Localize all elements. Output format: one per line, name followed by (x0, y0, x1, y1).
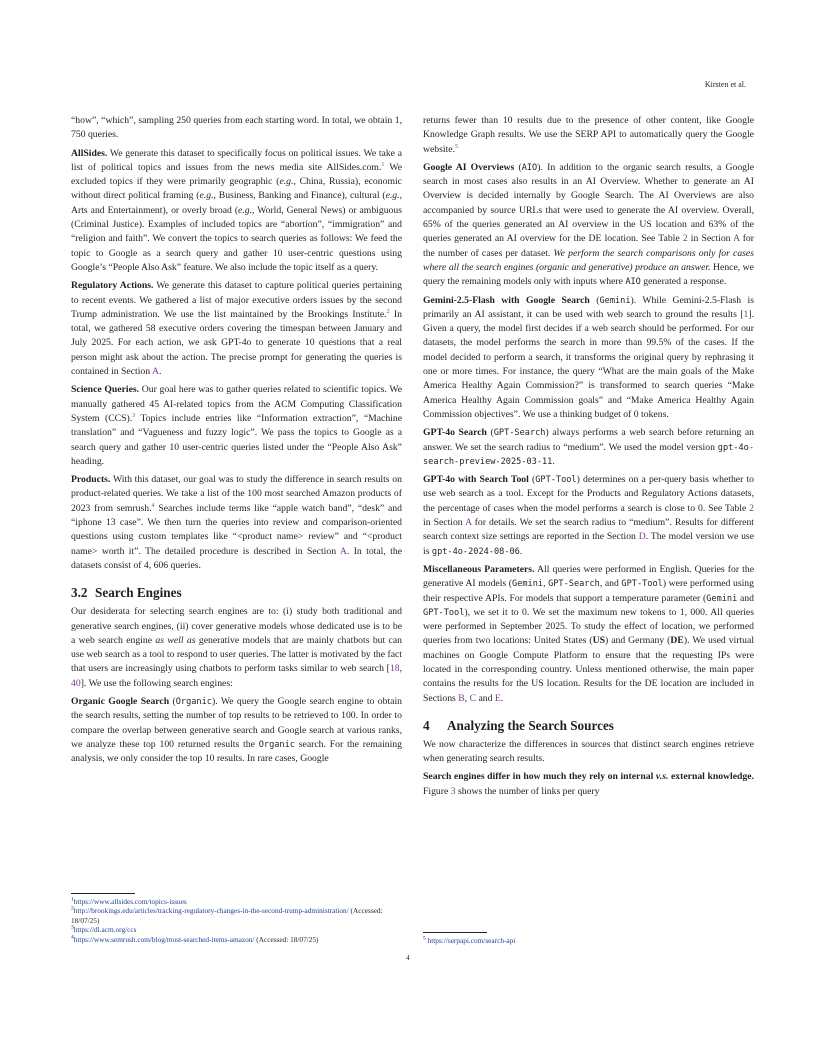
text: Hence, we query the remaining models only with inputs where (423, 261, 754, 288)
footnote-ref[interactable]: 3 (132, 412, 136, 419)
run-in-heading: Science Queries. (71, 384, 140, 396)
footnote (423, 936, 754, 945)
section-link[interactable]: A (151, 366, 159, 378)
text: in Section (687, 233, 734, 245)
section-link[interactable]: A (339, 545, 347, 557)
text: , China, Russia), economic without direct political framing ( (71, 176, 402, 202)
code: Gemini (706, 593, 738, 604)
text: (Accessed: 18/07/25) (254, 934, 319, 944)
footnote-ref[interactable]: 5 (455, 143, 459, 150)
text: ]. Given a query, the model first decides if a web search should be performed. For our datasets, the model performs the search in more than 99.5% of the cases. If the model decided to perform a search, it transforms the original query by rephrasing it one or more times. For instance, the query “What are the main goals of the Make America Healthy Again Commission?” is transformed to search queries “Make America Healthy Again Commission goals” and “Make America Healthy Again Commission objectives”. We use a thinking budget of 0 tokens. (423, 308, 754, 420)
text: . (158, 366, 162, 378)
code: Organic (258, 739, 295, 750)
paragraph-gemini: Gemini-2.5-Flash with Google Search (Gemini). While Gemini-2.5-Flash is primarily an AI assistant, it can be used with web search to ground the results [1]. Given a query, the model first decides if a web search should be performed. For our datasets, the model performs the search in more than 99.5% of the cases. If the model decided to perform a search, it transforms the original query by rephrasing it one or more times. For instance, the query “What are the main goals of the Make America Healthy Again Commission?” is transformed to search queries “Make America Healthy Again Commission goals” and “Make America Healthy Again Commission objectives”. We use a thinking budget of 0 tokens. (423, 294, 754, 420)
paragraph-internal-external (423, 770, 754, 799)
text: . (552, 455, 555, 467)
section-link[interactable]: B (458, 692, 465, 704)
footnote-link[interactable]: http://brookings.edu/articles/tracking-regulatory-changes-in-the-second-trump-administration/ (73, 906, 349, 916)
text: in Section (423, 517, 466, 529)
paragraph-misc: Miscellaneous Parameters. All queries were performed in English. Queries for the generative AI models (Gemini, GPT-Search, and GPT-Tool) were performed using their respective APIs. For models that support a temperature parameter (Gemini and GPT-Tool), we set it to 0. We set the maximum new tokens to 1, 000. All queries were performed in September 2025. To study the effect of location, we performed queries from two locations: United States (US) and Germany (DE). We used virtual machines on Google Compute Platform to ensure that the requesting IPs were located in the corresponding country. Unless mentioned otherwise, the main paper contains the results for the US location. Results for the DE location are included in Sections B, C and E. (423, 563, 755, 704)
text: as well as (155, 634, 196, 646)
paragraph-products (71, 473, 402, 573)
text: We excluded topics if they were primarily geographic ( (71, 161, 402, 188)
text: We perform the search comparisons only for cases where all the search engines (organic and generative) produce an answer. (423, 247, 754, 273)
text: external knowledge. (668, 771, 755, 783)
text: ) and Germany ( (605, 635, 671, 647)
text: . The model version we use is (423, 531, 755, 557)
paragraph-intro: “how”, “which”, sampling 250 queries from each starting word. In total, we obtain 1, 750 queries. (71, 115, 402, 141)
citation-link[interactable]: 1 (743, 308, 749, 320)
text: for details. We set the search radius to “medium”. Results for different search context size settings are reported in the Section (423, 517, 754, 543)
footnote-number: 3 (71, 924, 74, 931)
text: Topics include entries like “Information extraction”, “Machine translation” and “Vagueness and fuzzy logic”. We pass the topics to Google as a search query and gather 10 user-centric queries listed under the “People Also Ask” heading. (71, 412, 403, 467)
citation-link[interactable]: 40 (71, 677, 81, 689)
run-in-heading: Regulatory Actions. (71, 280, 154, 292)
text: , World, General News) or ambiguous (Criminal Justice). Examples of included topics are “abortion”, “immigration” and “religion and faith”. We convert the topics to search queries as follows: We feed the topic to Google as a search query and gather 10 user-centric questions using Google’s “People Also Ask” feature. We also include the topic itself as a query. (71, 204, 403, 273)
text: . While Gemini-2.5-Flash is primarily an AI assistant, it can be used with web search to ground the results [ (423, 294, 754, 320)
footnote (71, 925, 402, 934)
run-in-heading: Google AI Overviews (423, 161, 515, 173)
footnote-number: 4 (71, 934, 74, 941)
footnote-link[interactable]: https://serpapi.com/search-api (427, 936, 516, 945)
run-in-heading: GPT-4o with Search Tool (423, 474, 529, 486)
page-number: 4 (406, 953, 410, 962)
paragraph-gpt-tool: GPT-4o with Search Tool (GPT-Tool) determines on a per-query basis whether to use web search as a tool. Except for the Products and Regulatory Actions datasets, the percentage of cases when the model performs a search is close to 0. See Table 2 in Section A for details. We set the search radius to “medium”. Results for different search context size settings are reported in the Section D. The model version we use is gpt-4o-2024-08-06. (423, 474, 755, 557)
section-title: Search Engines (95, 585, 182, 601)
code: GPT-Tool (423, 607, 465, 618)
text: With this dataset, our goal was to study the difference in search results on product-related queries. We take a list of the 100 most searched Amazon products of 2023 from semrush. (71, 474, 402, 514)
run-in-heading (423, 771, 754, 782)
run-in-heading: Gemini-2.5-Flash with Google Search (423, 294, 590, 306)
section-link[interactable]: A (465, 517, 472, 529)
run-in-heading: Organic Google Search (71, 695, 170, 707)
code: Organic (175, 696, 212, 707)
footnote-number: 1 (71, 896, 74, 903)
text: Figure (423, 785, 451, 797)
code: AIO (521, 162, 538, 173)
code: Gemini (512, 579, 544, 590)
text: always performs a web search before returning an answer. We set the search radius to “medium”. We used the model version (423, 427, 754, 453)
text: US (592, 635, 605, 647)
table-link[interactable]: 2 (682, 233, 688, 245)
figure-link[interactable]: 3 (450, 785, 456, 797)
footnote-ref[interactable]: 4 (151, 502, 155, 509)
run-in-heading: Miscellaneous Parameters. (423, 563, 535, 575)
run-in-heading: Products. (71, 474, 111, 486)
paragraph-serp (423, 114, 754, 157)
text: ), we set it to 0. We set the maximum new tokens to 1, 000. All queries were performed in September 2025. To study the effect of location, we performed queries from two locations: United States ( (423, 606, 754, 647)
paragraph-regulatory (71, 279, 402, 379)
paragraph-organic: Organic Google Search (Organic). We query the Google search engine to obtain the search results, setting the number of top results to be retrieved to 100. In order to compare the overlap between generative search and Google search at various ranks, we analyze these top 100 returned results the Organic search. For the remaining analysis, we only consider the top 10 results. In rare cases, Google (71, 695, 402, 765)
footnote-link[interactable]: https://dl.acm.org/ccs (73, 925, 137, 935)
text: (Accessed: 18/07/25) (71, 906, 383, 925)
code: GPT-Tool (535, 475, 577, 486)
section-heading-3-2 (71, 585, 402, 601)
text: . (519, 545, 523, 557)
paragraph-aio: Google AI Overviews (AIO). In addition to the organic search results, a Google search in most cases also results in an AI Overview. Whether to generate an AI Overview is decided internally by Google Search. The AI Overviews are also accompanied by source URLs that were used to generate the AI overview. Overall, 65% of the queries generated an AI overview in the US location and 63% of the queries generated an AI overview for the DE location. See Table 2 in Section A for the number of cases per dataset. We perform the search comparisons only for cases where all the search engines (organic and generative) produce an answer. Hence, we query the remaining models only with inputs where AIO generated a response. (423, 161, 755, 288)
right-column (423, 114, 754, 803)
text: e.g. (199, 190, 214, 202)
paragraph-science (71, 383, 402, 469)
code: GPT-Search (548, 579, 600, 590)
text: shows the number of links per query (455, 785, 600, 797)
code: GPT-Search (493, 428, 546, 439)
footnote-link[interactable]: https://www.semrush.com/blog/most-searched-items-amazon/ (73, 934, 255, 944)
footnote-number: 2 (71, 905, 74, 912)
text: generated a response. (640, 276, 727, 288)
text: . We query the Google search engine to obtain the search results, setting the number of top results to be retrieved to 100. In order to compare the overlap between generative search and Google search at various ranks, we analyze these top 100 returned results the (71, 695, 402, 750)
footnote-ref[interactable]: 2 (386, 308, 390, 315)
text: e.g. (385, 190, 400, 202)
text: ). We used virtual machines on Google Compute Platform to ensure that the requesting IPs were located in the corresponding country. Unless mentioned otherwise, the main paper contains the results for the US location. Results for the DE location are included in Sections (423, 635, 755, 704)
text: . In addition to the organic search results, a Google search in most cases also results in an AI Overview. Whether to generate an AI Overview is decided internally by Google Search. The AI Overviews are also accompanied by source URLs that were used to generate the AI overview. Overall, 65% of the queries generated an AI overview in the US location and 63% of the queries generated an AI overview for the DE location. See Table (423, 161, 754, 245)
section-link[interactable]: E (494, 692, 501, 704)
text: In total, we gathered 58 executive orders covering the timespan between January and July 2025. For each action, we ask GPT-4o to generate 10 questions that a real person might ask about the action. The precise prompt for generating the queries is contained in Section (71, 308, 402, 378)
text: determines on a per-query basis whether to use web search as a tool. Except for the Products and Regulatory Actions datasets, the percentage of cases when the model performs a search is close to 0. See Table (423, 474, 755, 514)
footnote-number: 5 (423, 935, 426, 942)
section-number: 3.2 (71, 585, 88, 601)
text: , (399, 663, 402, 675)
section-title: Analyzing the Search Sources (447, 717, 614, 733)
code: AIO (625, 277, 641, 288)
text: and (737, 592, 754, 604)
text: returns fewer than 10 results due to the presence of other content, like Google Knowledge Graph results. We use the SERP API to automatically query the Google website. (423, 115, 754, 155)
run-in-heading: AllSides. (71, 147, 108, 159)
code: GPT-Tool (621, 579, 663, 590)
text: , Arts and Entertainment), or overly broad ( (71, 190, 402, 216)
text: v.s. (655, 771, 669, 783)
code: Gemini (599, 295, 631, 306)
footnote-link[interactable]: https://www.allsides.com/topics-issues (73, 897, 187, 906)
footnotes-left (71, 893, 402, 944)
text: ) were performed using their respective APIs. For models that support a temperature parameter ( (423, 578, 754, 604)
footnote-rule (71, 893, 135, 894)
paragraph-allsides (71, 147, 402, 276)
section-link[interactable]: D (638, 531, 646, 543)
text: DE (670, 635, 684, 647)
citation-link[interactable]: 18 (389, 663, 400, 675)
text: for the number of cases per dataset. (423, 233, 755, 259)
text: e.g. (238, 204, 253, 216)
text: . (500, 692, 504, 704)
footnote-rule (423, 932, 487, 933)
text: ]. We use the following search engines: (80, 677, 233, 689)
code: gpt-4o-search-preview-2025-03-11 (423, 442, 754, 467)
footnotes-right (423, 932, 754, 945)
text: . In total, the datasets consist of 4, 606 queries. (71, 545, 403, 571)
text: search. For the remaining analysis, we only consider the top 10 results. In rare cases, Google (71, 738, 402, 765)
run-in-heading: GPT-4o Search (423, 427, 487, 439)
left-column (71, 114, 402, 770)
text: Our desiderata for selecting search engines are to: (i) study both traditional and generative search engines, (ii) cover generative models whose dedicated use is to be a web search engine (71, 606, 402, 646)
paragraph-intro-4: We now characterize the differences in sources that distinct search engines retrieve when generating search results. (423, 738, 754, 765)
table-link[interactable]: 2 (749, 502, 754, 514)
footnote-ref[interactable]: 1 (381, 161, 385, 168)
paragraph-gpt-search: GPT-4o Search (GPT-Search) always performs a web search before returning an answer. We set the search radius to “medium”. We used the model version gpt-4o-search-preview-2025-03-11. (423, 427, 754, 467)
text: , Business, Banking and Finance), cultural ( (213, 190, 386, 202)
text: Searches include terms like “apple watch band”, “desk” and “iphone 13 case”. We then turn the queries into review and comparison-oriented questions using custom templates like “<product name> review” and “<product name> worth it”. The detailed procedure is described in Section (71, 502, 402, 557)
section-heading-4 (423, 718, 754, 734)
footnote (71, 897, 402, 906)
running-head: Kirsten et al. (704, 80, 746, 89)
text: Search engines differ in how much they rely on internal (423, 771, 656, 783)
section-number: 4 (423, 717, 430, 733)
text: Our goal here was to gather queries related to scientific topics. We manually gathered 45 AI-related topics from the ACM Computing Classification System (CCS). (71, 384, 403, 424)
paragraph-desiderata (71, 605, 402, 691)
text: generative models that are mainly chatbots but can use web search as a tool to respond to user queries. The latter is motivated by the fact that users are increasingly using chatbots to perform tasks similar to web search [ (71, 634, 402, 675)
text: We generate this dataset to capture political queries pertaining to recent events. We gathered a list of major executive orders issues by the second Trump administration. We use the list maintained by the Brookings Institute. (71, 280, 402, 320)
section-link[interactable]: A (733, 233, 740, 245)
footnote (71, 906, 402, 925)
footnote (71, 935, 402, 944)
section-link[interactable]: C (469, 692, 477, 704)
text: All queries were performed in English. Queries for the generative AI models ( (423, 563, 754, 590)
text: We generate this dataset to specifically focus on political issues. We take a list of political topics and issues from the news media site AllSides.com. (71, 147, 402, 173)
text: e.g. (279, 176, 294, 188)
code: gpt-4o-2024-08-06 (431, 546, 520, 557)
